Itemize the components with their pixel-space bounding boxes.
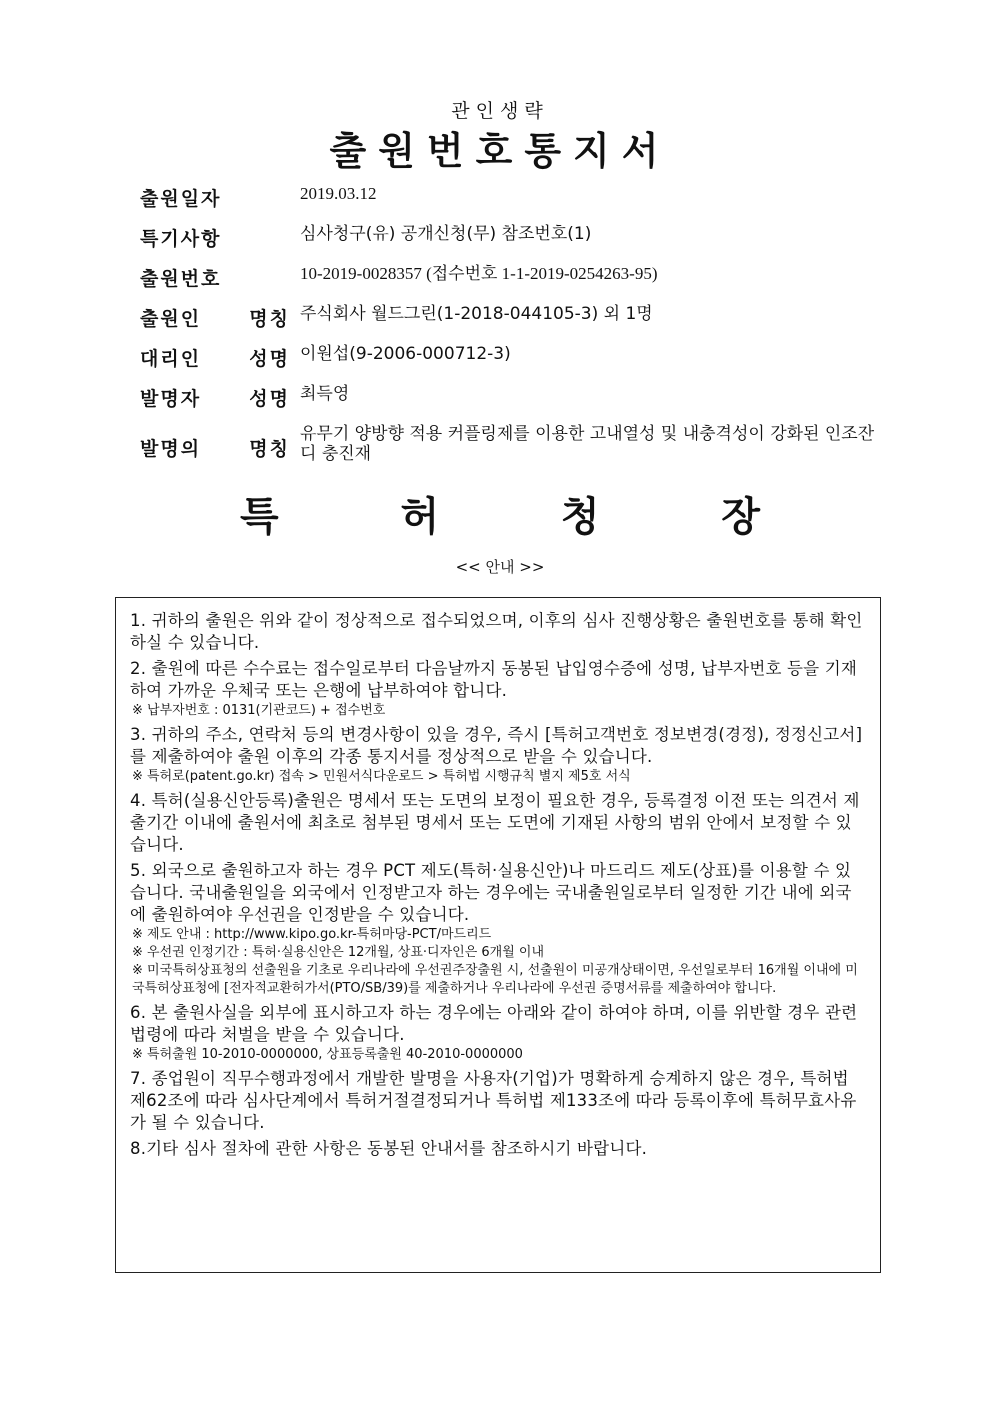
notice-heading: << 안내 >>	[455, 558, 545, 576]
notice-text: 3. 귀하의 주소, 연락처 등의 변경사항이 있을 경우, 즉시 [특허고객번호 정보변경(경정), 정정신고서]를 제출하여야 출원 이후의 각종 통지서를 정상적으로 받을 수 있습니다.	[130, 725, 863, 766]
field-label: 출원번호	[140, 268, 222, 290]
notice-text: 7. 종업원이 직무수행과정에서 개발한 발명을 사용자(기업)가 명확하게 승계하지 않은 경우, 특허법 제62조에 따라 심사단계에서 특허거절결정되거나 특허법 제133조에 따라 등록이후에 특허무효사유가 될 수 있습니다.	[130, 1069, 857, 1132]
notice-item	[130, 1138, 866, 1160]
field-value: 주식회사 월드그린(1-2018-044105-3) 외 1명	[300, 304, 653, 324]
notice-note: ※ 제도 안내 : http://www.kipo.go.kr-특허마당-PCT/마드리드	[132, 927, 492, 942]
notice-item	[130, 790, 866, 856]
notice-text: 2. 출원에 따른 수수료는 접수일로부터 다음날까지 동봉된 납입영수증에 성명, 납부자번호 등을 기재하여 가까운 우체국 또는 은행에 납부하여야 합니다.	[130, 659, 858, 700]
notice-text: 8.기타 심사 절차에 관한 사항은 동봉된 안내서를 참조하시기 바랍니다.	[130, 1139, 648, 1158]
office-char: 장	[721, 494, 760, 540]
document-title: 출원번호통지서	[329, 129, 671, 173]
field-special-notes	[120, 220, 920, 260]
field-applicant-name	[120, 300, 920, 340]
notice-text: 5. 외국으로 출원하고자 하는 경우 PCT 제도(특허·실용신안)나 마드리드 제도(상표)를 이용할 수 있습니다. 국내출원일을 외국에서 인정받고자 하는 경우에는 국내출원일로부터 일정한 기간 내에 외국에 출원하여야 우선권을 인정받을 수 있습니다.	[130, 861, 852, 924]
field-value: 심사청구(유) 공개신청(무) 참조번호(1)	[300, 224, 592, 244]
application-fields	[120, 180, 920, 478]
field-filing-date	[120, 180, 920, 220]
notice-item	[130, 658, 866, 720]
field-value: 2019.03.12	[300, 184, 377, 203]
office-char: 허	[400, 494, 440, 540]
field-label: 출원인 명칭	[140, 308, 290, 330]
notice-note: ※ 특허로(patent.go.kr) 접속 > 민원서식다운로드 > 특허법 시행규칙 별지 제5호 서식	[132, 769, 631, 784]
notice-note: ※ 미국특허상표청의 선출원을 기초로 우리나라에 우선권주장출원 시, 선출원이 미공개상태이면, 우선일로부터 16개월 이내에 미국특허상표청에 [전자적교환허가서(PTO/SB/39)를 제출하거나 우리나라에 우선권 증명서류를 제출하여야 합니다.	[132, 963, 858, 996]
field-label: 발명의 명칭	[140, 438, 290, 460]
notice-note: ※ 납부자번호 : 0131(기관코드) + 접수번호	[132, 703, 386, 718]
notice-note: ※ 특허출원 10-2010-0000000, 상표등록출원 40-2010-0000000	[132, 1047, 523, 1062]
field-label: 대리인 성명	[140, 348, 290, 370]
notice-text: 1. 귀하의 출원은 위와 같이 정상적으로 접수되었으며, 이후의 심사 진행상황은 출원번호를 통해 확인하실 수 있습니다.	[130, 611, 863, 652]
notice-item	[130, 860, 866, 998]
office-char: 특	[240, 494, 279, 540]
field-inventor-name	[120, 380, 920, 420]
notice-text: 6. 본 출원사실을 외부에 표시하고자 하는 경우에는 아래와 같이 하여야 하며, 이를 위반할 경우 관련법령에 따라 처벌을 받을 수 있습니다.	[130, 1003, 858, 1044]
notice-item	[130, 610, 866, 654]
field-label: 특기사항	[140, 228, 222, 250]
notice-item	[130, 1068, 866, 1134]
issuing-office	[240, 485, 760, 542]
notice-item	[130, 724, 866, 786]
field-value: 이원섭(9-2006-000712-3)	[300, 344, 511, 364]
notice-note: ※ 우선권 인정기간 : 특허·실용신안은 12개월, 상표·디자인은 6개월 이내	[132, 945, 545, 960]
field-application-number	[120, 260, 920, 300]
office-char: 청	[560, 494, 600, 540]
field-agent-name	[120, 340, 920, 380]
field-label: 발명자 성명	[140, 388, 290, 410]
field-value: 유무기 양방향 적용 커플링제를 이용한 고내열성 및 내충격성이 강화된 인조잔디 충진재	[300, 424, 875, 464]
field-value: 10-2019-0028357 (접수번호 1-1-2019-0254263-95)	[300, 264, 658, 283]
notice-text: 4. 특허(실용신안등록)출원은 명세서 또는 도면의 보정이 필요한 경우, 등록결정 이전 또는 의견서 제출기간 이내에 출원서에 최초로 첨부된 명세서 또는 도면에 기재된 사항의 범위 안에서 보정할 수 있습니다.	[130, 791, 860, 854]
seal-omitted-note: 관인생략	[451, 100, 549, 122]
field-invention-title	[120, 420, 920, 478]
notice-item	[130, 1002, 866, 1064]
field-value: 최득영	[300, 384, 350, 404]
field-label: 출원일자	[140, 188, 222, 210]
notice-box	[115, 597, 881, 1273]
